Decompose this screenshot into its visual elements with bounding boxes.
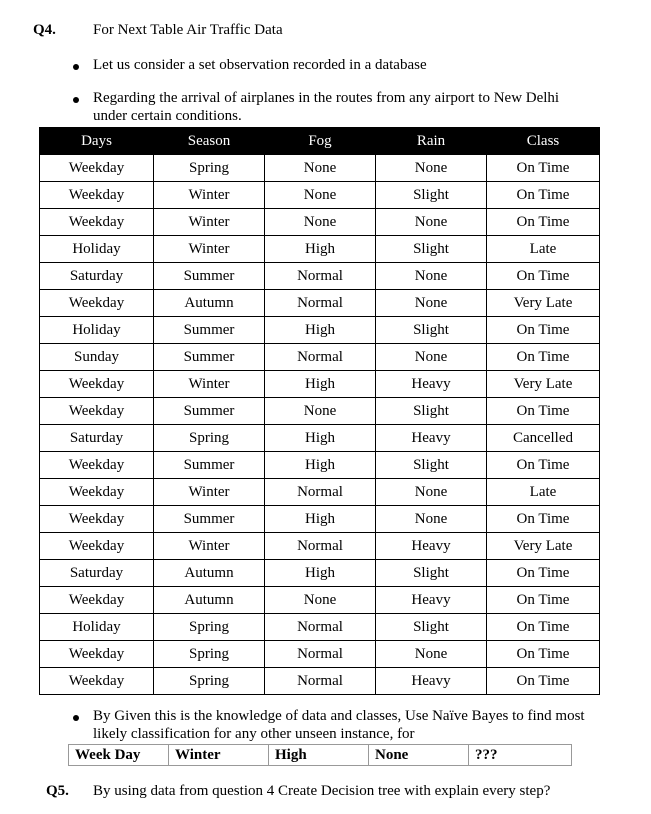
cell-rain: Slight	[376, 614, 487, 641]
unseen-instance-row	[69, 745, 572, 766]
cell-fog: Normal	[265, 668, 376, 695]
table-row	[40, 344, 600, 371]
cell-class: Late	[487, 479, 600, 506]
bullet-observation-text: Let us consider a set observation recorded in a database	[93, 57, 427, 73]
cell-fog: Normal	[265, 290, 376, 317]
cell-class: On Time	[487, 641, 600, 668]
table-row	[40, 452, 600, 479]
cell-season: Winter	[154, 533, 265, 560]
cell-class: On Time	[487, 317, 600, 344]
cell-season: Summer	[154, 452, 265, 479]
cell-class: On Time	[487, 668, 600, 695]
column-header-season: Season	[154, 128, 265, 155]
table-row	[40, 263, 600, 290]
cell-rain: None	[376, 209, 487, 236]
cell-season: Spring	[154, 425, 265, 452]
table-row	[40, 506, 600, 533]
cell-days: Holiday	[40, 236, 154, 263]
cell-days: Sunday	[40, 344, 154, 371]
cell-rain: Heavy	[376, 668, 487, 695]
cell-days: Weekday	[40, 479, 154, 506]
cell-fog: High	[265, 236, 376, 263]
table-row	[40, 155, 600, 182]
unseen-instance-table	[68, 744, 572, 766]
question-4-title: For Next Table Air Traffic Data	[93, 22, 283, 38]
cell-rain: Heavy	[376, 371, 487, 398]
cell-class: On Time	[487, 452, 600, 479]
cell-season: Autumn	[154, 587, 265, 614]
cell-fog: High	[265, 317, 376, 344]
cell-fog: Normal	[265, 533, 376, 560]
table-row	[40, 425, 600, 452]
air-traffic-table	[39, 127, 600, 695]
query-cell-rain: None	[369, 745, 469, 766]
cell-fog: Normal	[265, 479, 376, 506]
cell-rain: None	[376, 641, 487, 668]
cell-class: On Time	[487, 398, 600, 425]
cell-fog: None	[265, 209, 376, 236]
cell-days: Weekday	[40, 209, 154, 236]
table-row	[40, 371, 600, 398]
cell-fog: None	[265, 398, 376, 425]
cell-season: Winter	[154, 236, 265, 263]
table-row	[40, 182, 600, 209]
cell-days: Saturday	[40, 560, 154, 587]
cell-days: Weekday	[40, 155, 154, 182]
cell-rain: Slight	[376, 182, 487, 209]
cell-days: Weekday	[40, 587, 154, 614]
cell-days: Weekday	[40, 398, 154, 425]
cell-class: Very Late	[487, 533, 600, 560]
bullet-icon	[73, 64, 79, 70]
query-cell-season: Winter	[169, 745, 269, 766]
cell-rain: None	[376, 479, 487, 506]
cell-days: Weekday	[40, 182, 154, 209]
cell-season: Winter	[154, 371, 265, 398]
cell-season: Summer	[154, 344, 265, 371]
cell-class: On Time	[487, 344, 600, 371]
cell-fog: High	[265, 452, 376, 479]
cell-rain: Slight	[376, 452, 487, 479]
bullet-naive-bayes-line1: By Given this is the knowledge of data and classes, Use Naïve Bayes to find most	[93, 708, 585, 724]
cell-class: On Time	[487, 614, 600, 641]
table-row	[40, 317, 600, 344]
cell-fog: High	[265, 506, 376, 533]
bullet-icon	[73, 97, 79, 103]
cell-season: Winter	[154, 209, 265, 236]
cell-class: On Time	[487, 560, 600, 587]
bullet-naive-bayes-line2: likely classification for any other unseen instance, for	[93, 726, 415, 742]
column-header-class: Class	[487, 128, 600, 155]
cell-class: Cancelled	[487, 425, 600, 452]
cell-fog: High	[265, 560, 376, 587]
cell-class: On Time	[487, 155, 600, 182]
column-header-days: Days	[40, 128, 154, 155]
cell-rain: None	[376, 506, 487, 533]
cell-days: Holiday	[40, 317, 154, 344]
cell-class: On Time	[487, 587, 600, 614]
cell-days: Saturday	[40, 263, 154, 290]
cell-days: Weekday	[40, 533, 154, 560]
cell-season: Summer	[154, 506, 265, 533]
cell-class: On Time	[487, 209, 600, 236]
bullet-arrival-text-line1: Regarding the arrival of airplanes in the routes from any airport to New Delhi	[93, 90, 560, 106]
cell-season: Summer	[154, 263, 265, 290]
cell-fog: Normal	[265, 614, 376, 641]
cell-season: Spring	[154, 155, 265, 182]
cell-fog: High	[265, 371, 376, 398]
cell-rain: Heavy	[376, 533, 487, 560]
query-cell-days: Week Day	[69, 745, 169, 766]
cell-rain: None	[376, 263, 487, 290]
table-row	[40, 641, 600, 668]
cell-season: Spring	[154, 614, 265, 641]
cell-season: Summer	[154, 317, 265, 344]
table-row	[40, 479, 600, 506]
table-row	[40, 560, 600, 587]
question-5-text: By using data from question 4 Create Decision tree with explain every step?	[93, 783, 551, 799]
table-header-row	[40, 128, 600, 155]
cell-rain: Slight	[376, 236, 487, 263]
cell-rain: Heavy	[376, 587, 487, 614]
cell-days: Holiday	[40, 614, 154, 641]
cell-season: Autumn	[154, 560, 265, 587]
table-row	[40, 614, 600, 641]
cell-season: Autumn	[154, 290, 265, 317]
question-4-number: Q4.	[33, 22, 56, 38]
bullet-icon	[73, 715, 79, 721]
table-body	[40, 155, 600, 695]
cell-rain: None	[376, 344, 487, 371]
cell-class: Very Late	[487, 371, 600, 398]
cell-days: Weekday	[40, 668, 154, 695]
cell-season: Winter	[154, 479, 265, 506]
cell-rain: None	[376, 290, 487, 317]
cell-days: Weekday	[40, 371, 154, 398]
table-row	[40, 236, 600, 263]
cell-season: Spring	[154, 641, 265, 668]
cell-class: On Time	[487, 263, 600, 290]
query-cell-class: ???	[469, 745, 572, 766]
cell-season: Spring	[154, 668, 265, 695]
cell-season: Summer	[154, 398, 265, 425]
cell-class: On Time	[487, 506, 600, 533]
cell-rain: Slight	[376, 317, 487, 344]
cell-fog: Normal	[265, 344, 376, 371]
cell-class: On Time	[487, 182, 600, 209]
cell-fog: High	[265, 425, 376, 452]
cell-days: Weekday	[40, 290, 154, 317]
table-row	[40, 668, 600, 695]
table-row	[40, 398, 600, 425]
cell-fog: None	[265, 182, 376, 209]
column-header-rain: Rain	[376, 128, 487, 155]
table-row	[40, 209, 600, 236]
bullet-arrival-text-line2: under certain conditions.	[93, 108, 242, 124]
cell-season: Winter	[154, 182, 265, 209]
cell-fog: None	[265, 587, 376, 614]
cell-rain: Heavy	[376, 425, 487, 452]
cell-rain: Slight	[376, 560, 487, 587]
cell-days: Saturday	[40, 425, 154, 452]
cell-fog: None	[265, 155, 376, 182]
table-row	[40, 533, 600, 560]
question-5-number: Q5.	[46, 783, 69, 799]
cell-fog: Normal	[265, 641, 376, 668]
cell-rain: Slight	[376, 398, 487, 425]
cell-fog: Normal	[265, 263, 376, 290]
query-cell-fog: High	[269, 745, 369, 766]
table-row	[40, 290, 600, 317]
table-header	[40, 128, 600, 155]
cell-rain: None	[376, 155, 487, 182]
cell-days: Weekday	[40, 452, 154, 479]
cell-days: Weekday	[40, 641, 154, 668]
column-header-fog: Fog	[265, 128, 376, 155]
cell-days: Weekday	[40, 506, 154, 533]
cell-class: Very Late	[487, 290, 600, 317]
cell-class: Late	[487, 236, 600, 263]
table-row	[40, 587, 600, 614]
